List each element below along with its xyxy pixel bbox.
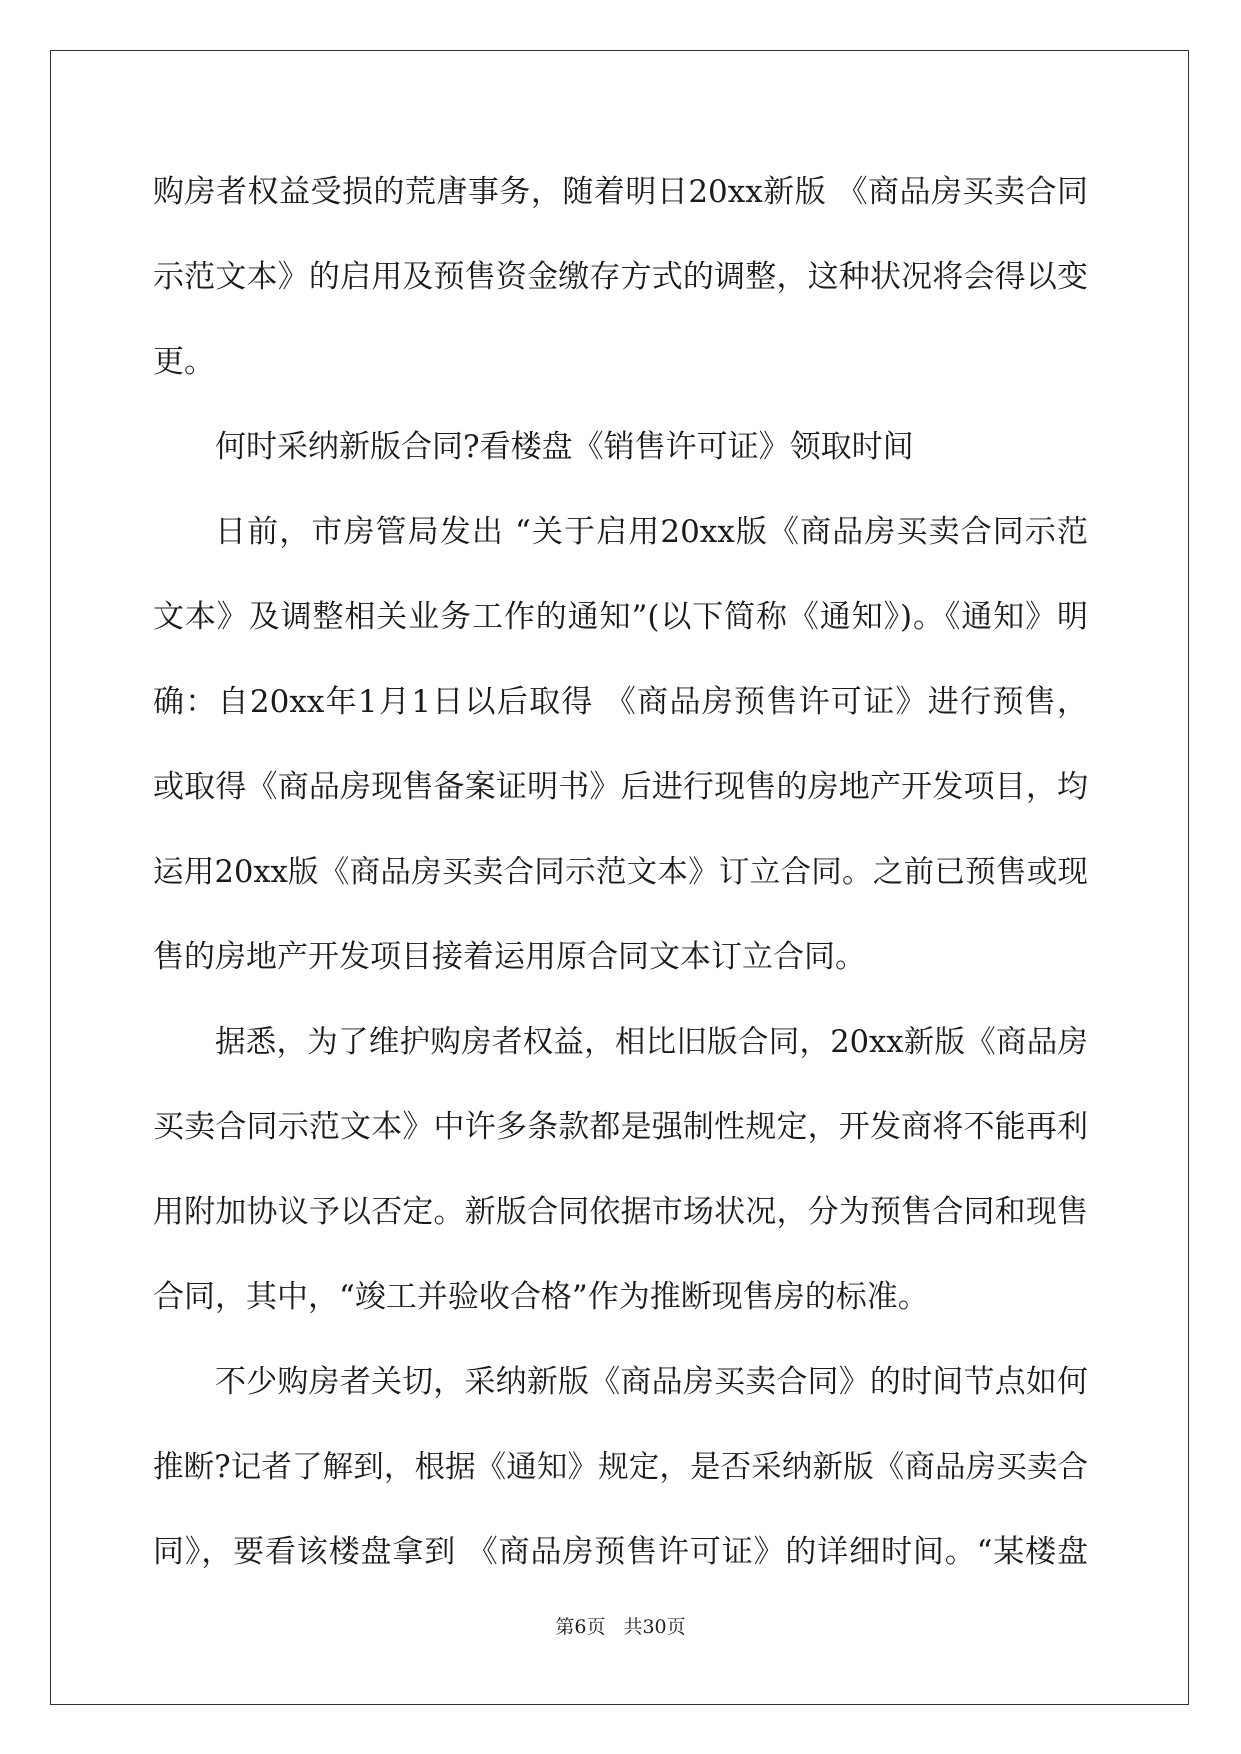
page-footer: [0, 1612, 1241, 1639]
text-line: 售的房地产开发项目接着运用原合同文本订立合同。: [153, 939, 866, 975]
text-line: 推断?记者了解到，根据《通知》规定，是否采纳新版《商品房买卖合: [153, 1450, 1088, 1485]
text-line: 合同，其中，“竣工并验收合格”作为推断现售房的标准。: [153, 1279, 929, 1315]
text-line: 更。: [153, 344, 215, 380]
text-line: 购房者权益受损的荒唐事务，随着明日20xx新版 《商品房买卖合同: [153, 174, 1088, 210]
document-body: [153, 150, 1088, 1595]
text-line: 确：自20xx年1月1日以后取得 《商品房预售许可证》进行预售，: [153, 684, 1088, 720]
text-line: 示范文本》的启用及预售资金缴存方式的调整，这种状况将会得以变: [153, 259, 1088, 295]
text-line: 文本》及调整相关业务工作的通知”(以下简称《通知》)。《通知》明: [153, 599, 1088, 635]
text-line: 用附加协议予以否定。新版合同依据市场状况，分为预售合同和现售: [153, 1194, 1088, 1230]
page-number: 第6页: [555, 1616, 606, 1638]
text-line: 买卖合同示范文本》中许多条款都是强制性规定，开发商将不能再利: [153, 1109, 1088, 1145]
text-line: 据悉，为了维护购房者权益，相比旧版合同，20xx新版《商品房: [215, 1025, 1088, 1060]
text-line: 日前，市房管局发出 “关于启用20xx版《商品房买卖合同示范: [215, 514, 1088, 550]
text-line: 或取得《商品房现售备案证明书》后进行现售的房地产开发项目，均: [153, 769, 1088, 805]
section-heading: 何时采纳新版合同?看楼盘《销售许可证》领取时间: [215, 429, 914, 465]
text-line: 不少购房者关切，采纳新版《商品房买卖合同》的时间节点如何: [215, 1364, 1088, 1400]
text-line: 运用20xx版《商品房买卖合同示范文本》订立合同。之前已预售或现: [153, 855, 1088, 890]
page-total: 共30页: [623, 1616, 686, 1638]
text-line: 同》，要看该楼盘拿到 《商品房预售许可证》的详细时间。“某楼盘: [153, 1534, 1088, 1570]
